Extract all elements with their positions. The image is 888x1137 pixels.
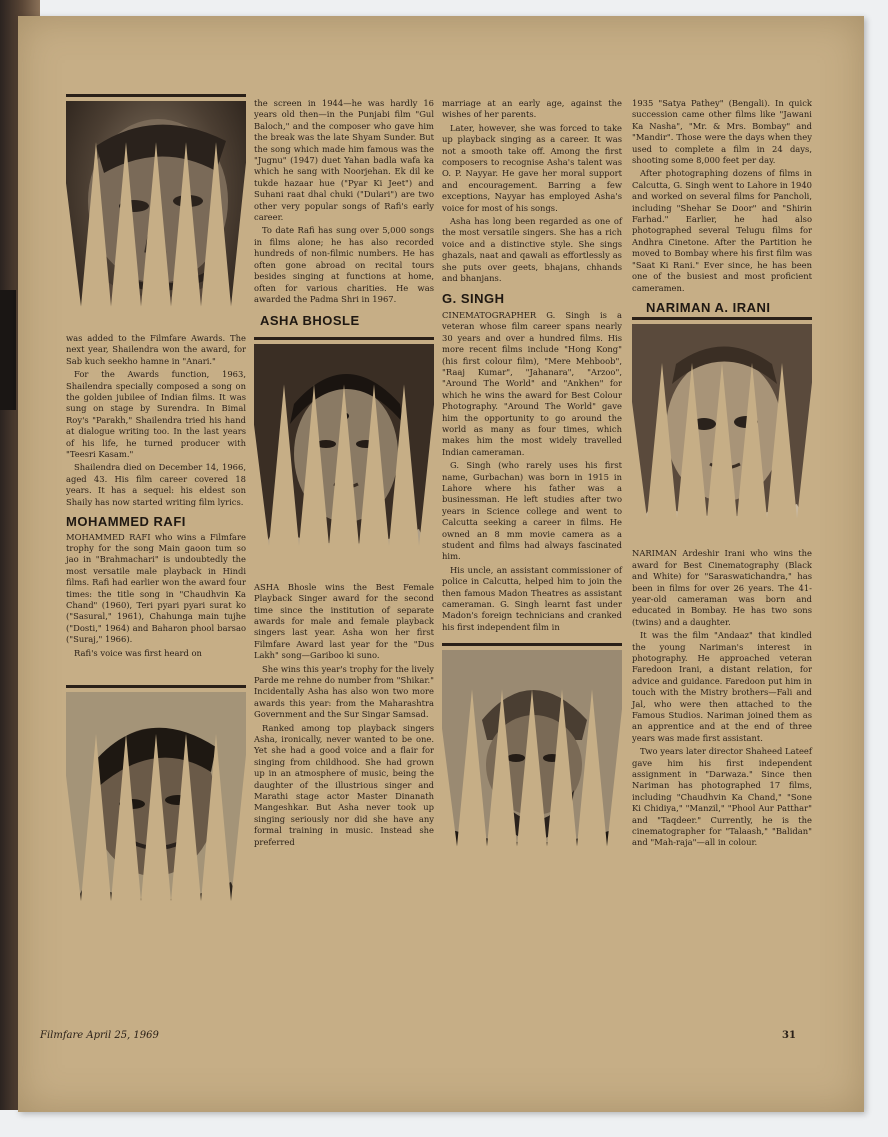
- singh-paragraph-main: CINEMATOGRAPHER G. Singh is a veteran whose film career spans nearly 30 years and over a hundred films. His more recent films include "Hong Kong" (his first colour film), "Mere Mehboob", "Raaj Kumar", "Jahanara", "Arzoo", "Around The World" and "Ankhen" for which he wins the award for Best Colour Photography. "Around The World" gave him the opportunity to go around the world as many as four times, which makes him the most widely travelled Indian cameraman.: [442, 309, 622, 457]
- singh-photo-rule: [442, 643, 622, 646]
- singh-paragraph-after: After photographing dozens of films in Calcutta, G. Singh went to Lahore in 1940 and worked on several films for Pancholi, including "Shehar Se Door" and "Shirin Farhad." Earlier, he had also photographed several Telugu films for Andhra Cinetone. After the Partition he moved to Bombay where his first film was "Saat Ki Rani." Ever since, he has been one of the busiest and most proficient cameramen.: [632, 168, 812, 293]
- asha-paragraph-ranked: Ranked among top playback singers Asha, ironically, never wanted to be one. Yet she had a good voice and a flair for singing from childhood. She had grown up in an atmosphere of music, being the daughter of the illustrious singer and Marathi stage actor Master Dinanath Mangeshkar. But Asha never took up singing seriously nor did she have any formal training in music. Instead she preferred: [254, 722, 434, 847]
- heading-nariman-irani: NARIMAN A. IRANI: [646, 299, 771, 315]
- asha-paragraph-regarded: Asha has long been regarded as one of the most versatile singers. She has a rich voice and a distinctive style. She sings ghazals, naat and qawali as effortlessly as she puts over geets, bhajans, chhands and bhanjans.: [442, 216, 622, 284]
- asha-photo-rule: [254, 337, 434, 340]
- magazine-page: [18, 16, 864, 1112]
- heading-g-singh: G. SINGH: [442, 290, 505, 306]
- nariman-irani-photo: [632, 324, 812, 538]
- singh-paragraph-uncle: His uncle, an assistant commissioner of police in Calcutta, helped him to join the then famous Madon Theatres as assistant cameraman. G. Singh learnt fast under Madon's foreign technicians and cranked his first independent film in: [442, 564, 622, 632]
- singh-paragraph-name: G. Singh (who rarely uses his first name, Gurbachan) was born in 1915 in Lahore where his father was a businessman. He left studies after two years in Science college and went to Calcutta seeking a career in films. He owned an 8 mm movie camera as a student and films had always fascinated him.: [442, 460, 622, 562]
- shailendra-paragraph-awards: For the Awards function, 1963, Shailendra specially composed a song on the golden jubilee of Indian films. It was sung on stage by Surendra. In Bimal Roy's "Parakh," Shailendra tried his hand at dialogue writing too. In the last years of his life, he turned producer with "Teesri Kasam.": [66, 369, 246, 460]
- shailendra-paragraph-intro: was added to the Filmfare Awards. The next year, Shailendra won the award, for Sab kuch seekho hamne in "Anari.": [66, 333, 246, 366]
- footer-issue: Filmfare April 25, 1969: [40, 1030, 159, 1041]
- mohammed-rafi-photo: [66, 692, 246, 922]
- asha-paragraph-later: Later, however, she was forced to take up playback singing as a career. It was not a smooth take off. Among the first composers to recognise Asha's talent was O. P. Nayyar. He gave her moral support and encouragement. Barring a few exceptions, Nayyar has employed Asha's voice for most of his songs.: [442, 122, 622, 213]
- rafi-paragraph-career: the screen in 1944—he was hardly 16 years old then—in the Punjabi film "Gul Baloch," and the composer who gave him the break was the late Shyam Sunder. But the song which made him famous was the "Jugnu" (1947) duet Yahan badla wafa ka which he sang with Noorjehan. Ek dil ke tukde hazaar hue ("Pyar Ki Jeet") and Suhani raat dhal chuki ("Dulari") are two other very popular songs of Rafi's early career.: [254, 98, 434, 223]
- column-1: [66, 16, 246, 922]
- top-rule: [66, 94, 246, 97]
- shailendra-paragraph-death: Shailendra died on December 14, 1966, aged 43. His film career covered 18 years. It has a sequel: his eldest son Shaily has now started writing film lyrics.: [66, 462, 246, 507]
- rafi-paragraph-main: MOHAMMED RAFI who wins a Filmfare trophy for the song Main gaoon tum so jao in "Brahmachari" is undoubtedly the most versatile male playback in Hindi films. Rafi had earlier won the award four times: the title song in "Chaudhvin Ka Chand" (1960), Teri pyari pyari surat ko ("Sasural," 1961), Chahunga main tujhe ("Dosti," 1964) and Baharon phool barsao ("Suraj," 1966).: [66, 531, 246, 645]
- column-2: [254, 16, 434, 850]
- rafi-photo-rule: [66, 685, 246, 688]
- singh-paragraph-1935: 1935 "Satya Pathey" (Bengali). In quick succession came other films like "Jawani Ka Nasha", "Mr. & Mrs. Bombay" and "Mandir". Those were the days when they used to complete a film in 24 days, shooting some 8,000 feet per day.: [632, 98, 812, 166]
- rafi-paragraph-voice: Rafi's voice was first heard on: [74, 647, 202, 658]
- heading-mohammed-rafi: MOHAMMED RAFI: [66, 514, 186, 530]
- column-3: [442, 16, 622, 866]
- under-page-mark: [0, 290, 16, 410]
- irani-paragraph-two-years: Two years later director Shaheed Lateef gave him his first independent assignment in "Darwaza." Since then Nariman has photographed 17 films, including "Chaudhvin Ka Chand," "Sone Ki Chidiya," "Manzil," "Phool Aur Patthar" and "Taqdeer." Currently, he is the cinematographer for "Talaash," "Balidan" and "Mah-raja"—all in colour.: [632, 746, 812, 848]
- page-number: 31: [782, 1030, 796, 1041]
- irani-paragraph-main: NARIMAN Ardeshir Irani who wins the award for Best Cinematography (Black and White) for "Saraswatichandra," has been in films for over 26 years. The 41-year-old cameraman was born and educated in Bombay. He has two sons (twins) and a daughter.: [632, 548, 812, 627]
- column-4: [632, 16, 812, 851]
- asha-paragraph-marriage: marriage at an early age, against the wishes of her parents.: [442, 98, 622, 120]
- shailendra-photo: [66, 101, 246, 327]
- asha-bhosle-photo: [254, 344, 434, 566]
- irani-paragraph-andaaz: It was the film "Andaaz" that kindled the young Nariman's interest in photography. He approached veteran Faredoon Irani, a distant relation, for advice and guidance. Faredoon put him in touch with the Mistry brothers—Fali and Jal, who were then attached to the Famous Studios. Nariman joined them as an apprentice and at the end of three years was made first assistant.: [632, 630, 812, 743]
- g-singh-photo: [442, 650, 622, 866]
- rafi-paragraph-to-date: To date Rafi has sung over 5,000 songs in films alone; he has also recorded hundreds of non-filmic numbers. He has often gone abroad on recital tours besides singing at functions at home, often for various charities. He was awarded the Padma Shri in 1967.: [254, 225, 434, 304]
- asha-paragraph-trophy: She wins this year's trophy for the lively Parde me rehne do number from "Shikar." Incidentally Asha has also won two more awards this year: from the Maharashtra Government and the Sur Singar Samsad.: [254, 663, 434, 720]
- heading-asha-bhosle: ASHA BHOSLE: [260, 313, 360, 329]
- asha-paragraph-main: ASHA Bhosle wins the Best Female Playback Singer award for the second time since the institution of separate awards for male and female playback singers last year. Asha won her first Filmfare Award last year for the "Dus Lakh" song—Gariboo ki suno.: [254, 581, 434, 661]
- irani-photo-rule: [632, 317, 812, 320]
